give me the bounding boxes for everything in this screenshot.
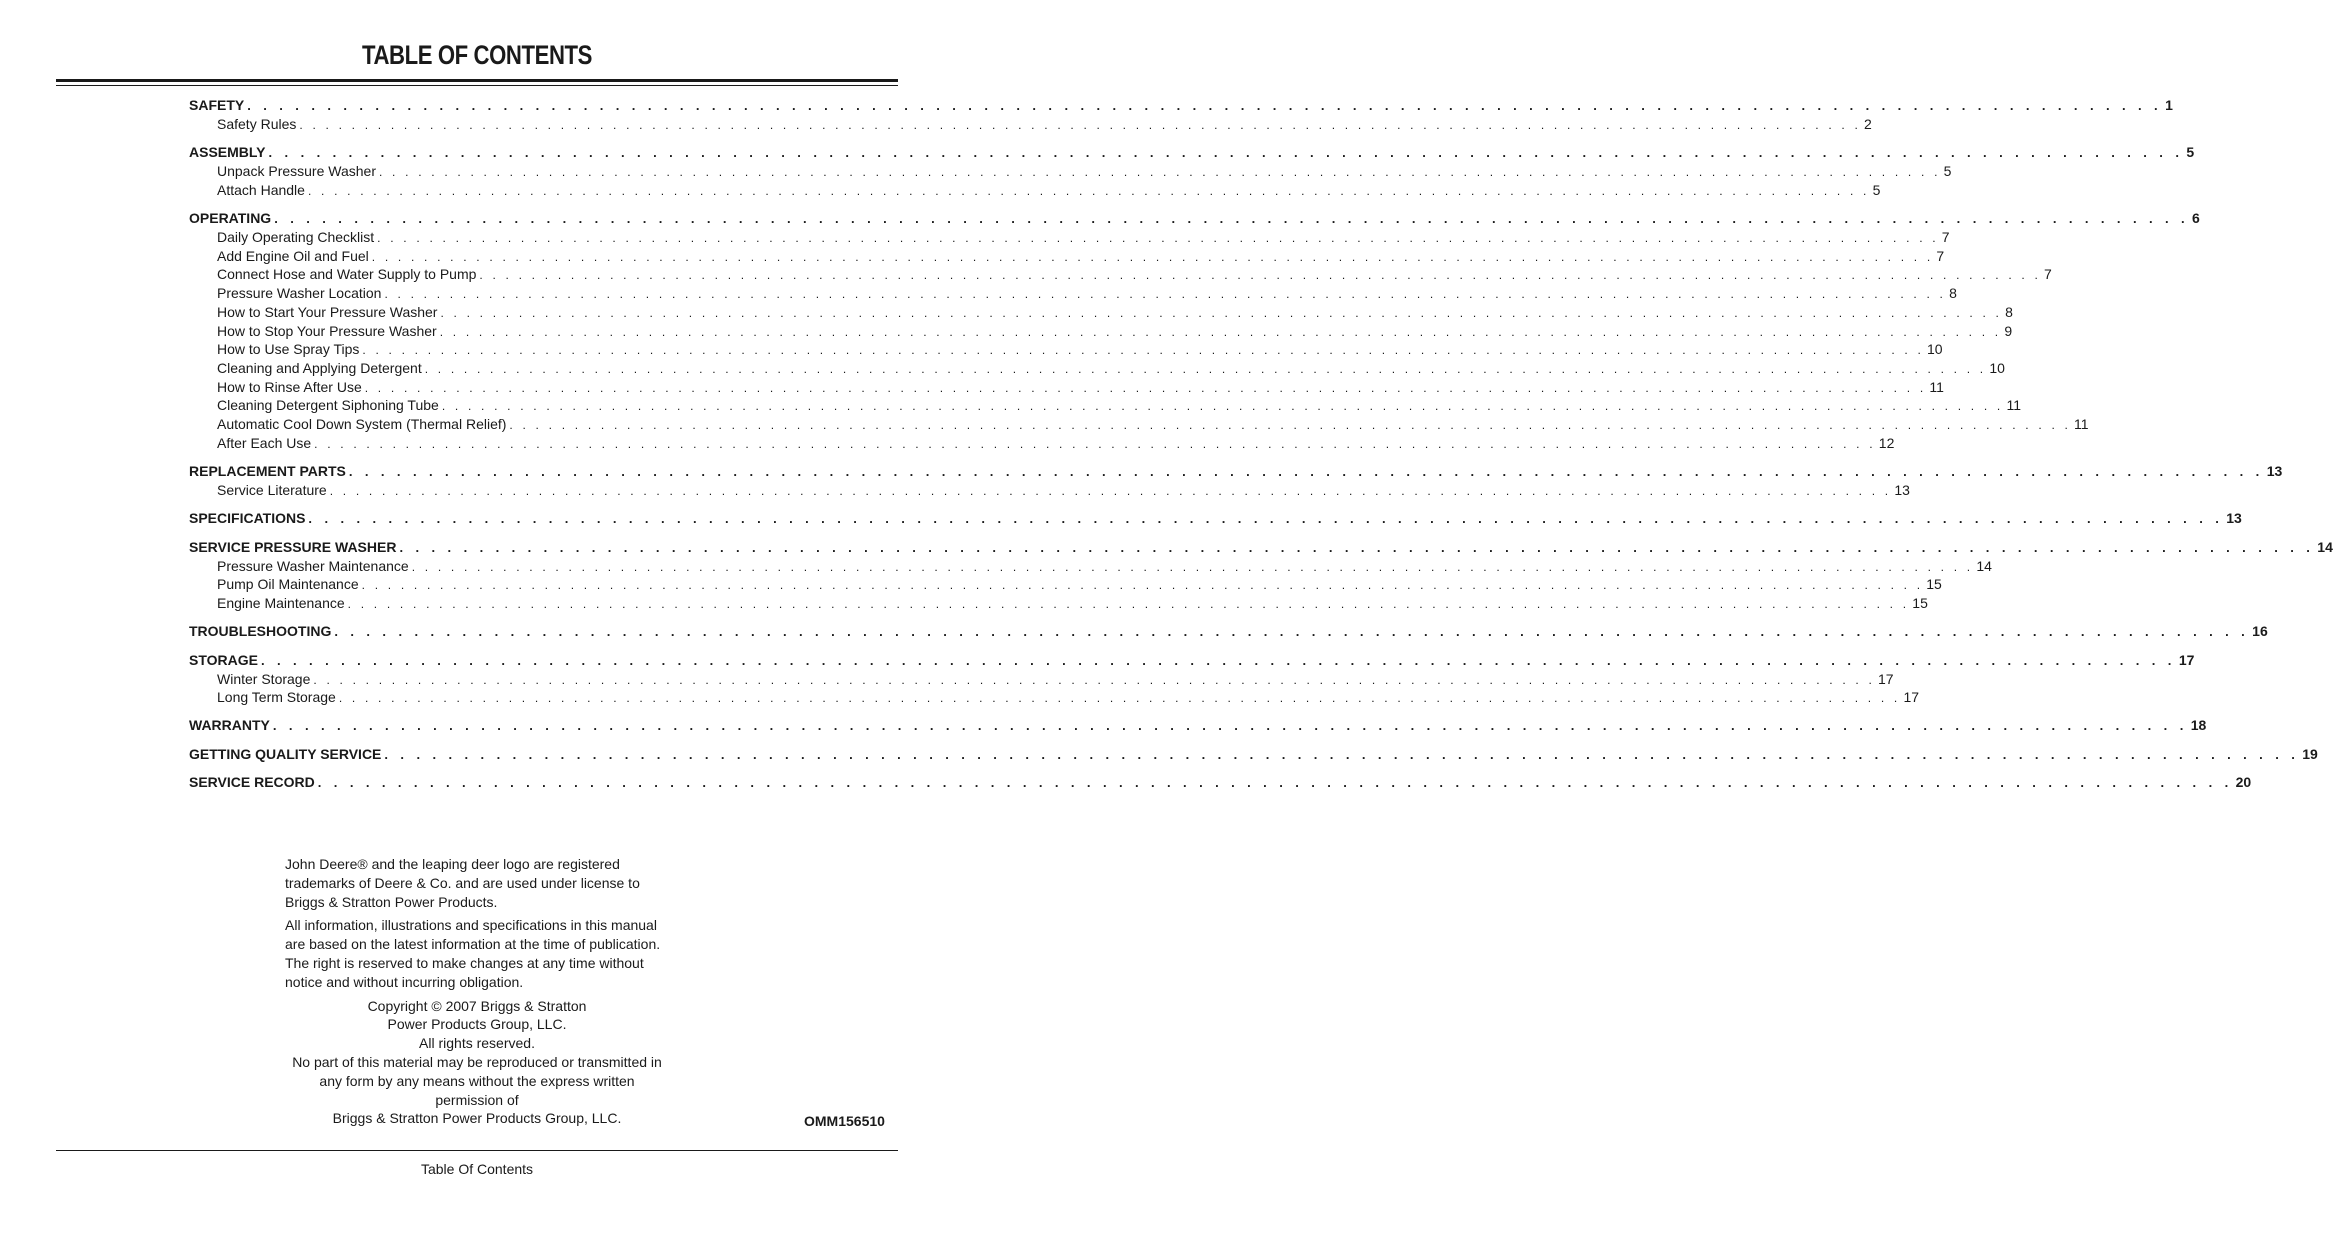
dot-leader: . . . . . . . . . . . . . . . . . . . . . . . . . . . . . . . . . . . . . . . . . . . . . . . . . . . . . . . . . . . . . . . . . . . . . . . . . . . . . . . . . . . . . . . . . . . . . . . . . . . . . . . . . . . . . . . . . . . . . . . . xyxy=(329,483,1892,498)
copyright-line: Briggs & Stratton Power Products Group, LLC. xyxy=(332,1110,622,1127)
toc-page-number: 18 xyxy=(2190,717,2207,734)
toc-sub-entry[interactable] xyxy=(189,359,2005,378)
toc-main-entry[interactable] xyxy=(189,509,2242,528)
dot-leader: . . . . . . . . . . . . . . . . . . . . . . . . . . . . . . . . . . . . . . . . . . . . . . . . . . . . . . . . . . . . . . . . . . . . . . . . . . . . . . . . . . . . . . . . . . . . . . . . . . . . . . . . . . . . . . . . . . . . . . . . xyxy=(338,691,1901,706)
copyright-line: All rights reserved. xyxy=(419,1035,535,1052)
page-title: TABLE OF CONTENTS xyxy=(361,40,592,70)
toc-sub-entry[interactable] xyxy=(189,396,2021,415)
toc-page-number: 20 xyxy=(2235,774,2252,791)
dot-leader: . . . . . . . . . . . . . . . . . . . . . . . . . . . . . . . . . . . . . . . . . . . . . . . . . . . . . . . . . . . . . . . . . . . . . . . . . . . . . . . . . . . . . . . . . . . . . . . . . . . . . . . . . . . . . . . . . . . . . . . . xyxy=(334,624,2250,640)
toc-entry-label: WARRANTY xyxy=(189,717,270,734)
dot-leader: . . . . . . . . . . . . . . . . . . . . . . . . . . . . . . . . . . . . . . . . . . . . . . . . . . . . . . . . . . . . . . . . . . . . . . . . . . . . . . . . . . . . . . . . . . . . . . . . . . . . . . . . . . . . . . . . . . . . . . . . xyxy=(399,539,2315,555)
footer-rule xyxy=(56,1150,898,1151)
toc-page-number: 8 xyxy=(2005,303,2013,320)
toc-page-number: 11 xyxy=(1929,378,1944,395)
toc-sub-entry[interactable] xyxy=(189,340,1943,359)
dot-leader: . . . . . . . . . . . . . . . . . . . . . . . . . . . . . . . . . . . . . . . . . . . . . . . . . . . . . . . . . . . . . . . . . . . . . . . . . . . . . . . . . . . . . . . . . . . . . . . . . . . . . . . . . . . . . . . . . . . . . . . . xyxy=(364,380,1927,395)
toc-main-entry[interactable] xyxy=(189,143,2195,162)
toc-section xyxy=(189,462,2283,500)
information-notice: All information, illustrations and specifications in this manual are based on the latest information at the time of publication. The right is reserved to make changes at any time without notice and without incurring obligation. xyxy=(285,917,661,990)
toc-sub-entry[interactable] xyxy=(189,415,2089,434)
toc-entry-label: SPECIFICATIONS xyxy=(189,510,306,526)
toc-entry-label: SERVICE PRESSURE WASHER xyxy=(189,538,397,555)
toc-page-number: 16 xyxy=(2252,623,2268,640)
toc-sub-entry[interactable] xyxy=(189,284,1957,303)
toc-entry-label: Unpack Pressure Washer xyxy=(217,163,376,180)
toc-entry-label: How to Stop Your Pressure Washer xyxy=(217,322,437,339)
toc-main-entry[interactable] xyxy=(189,622,2268,641)
toc-entry-label: Long Term Storage xyxy=(217,689,336,706)
dot-leader: . . . . . . . . . . . . . . . . . . . . . . . . . . . . . . . . . . . . . . . . . . . . . . . . . . . . . . . . . . . . . . . . . . . . . . . . . . . . . . . . . . . . . . . . . . . . . . . . . . . . . . . . . . . . . . . . . . . . . . . . xyxy=(378,165,1941,180)
toc-sub-entry[interactable] xyxy=(189,181,1881,200)
toc-page-number: 14 xyxy=(1976,557,1992,574)
toc-entry-label: OPERATING xyxy=(189,210,272,227)
trademark-notice: John Deere® and the leaping deer logo are registered trademarks of Deere & Co. and are used under license to Briggs & Stratton Power Products. xyxy=(285,856,640,910)
toc-section xyxy=(189,651,2195,707)
toc-sub-entry[interactable] xyxy=(189,322,2013,341)
toc-sub-entry[interactable] xyxy=(189,434,1895,453)
toc-section xyxy=(189,509,2242,528)
toc-page-number: 11 xyxy=(2074,415,2089,432)
toc-entry-label: ASSEMBLY xyxy=(189,144,266,161)
toc-page-number: 11 xyxy=(2006,397,2021,414)
toc-sub-entry[interactable] xyxy=(189,688,1920,707)
toc-page-number: 1 xyxy=(2165,97,2173,113)
toc-main-entry[interactable] xyxy=(189,209,2200,228)
dot-leader: . . . . . . . . . . . . . . . . . . . . . . . . . . . . . . . . . . . . . . . . . . . . . . . . . . . . . . . . . . . . . . . . . . . . . . . . . . . . . . . . . . . . . . . . . . . . . . . . . . . . . . . . . . . . . . . . . . . . . . . . xyxy=(307,183,1870,198)
toc-entry-label: How to Use Spray Tips xyxy=(217,341,360,358)
toc-page-number: 7 xyxy=(2044,266,2052,283)
dot-leader: . . . . . . . . . . . . . . . . . . . . . . . . . . . . . . . . . . . . . . . . . . . . . . . . . . . . . . . . . . . . . . . . . . . . . . . . . . . . . . . . . . . . . . . . . . . . . . . . . . . . . . . . . . . . . . . . . . . . . . . . xyxy=(479,268,2042,283)
toc-main-entry[interactable] xyxy=(189,651,2195,670)
toc-main-entry[interactable] xyxy=(189,745,2318,764)
toc-section xyxy=(189,209,2200,452)
toc-page-number: 17 xyxy=(1903,689,1920,706)
toc-entry-label: REPLACEMENT PARTS xyxy=(189,462,346,479)
dot-leader: . . . . . . . . . . . . . . . . . . . . . . . . . . . . . . . . . . . . . . . . . . . . . . . . . . . . . . . . . . . . . . . . . . . . . . . . . . . . . . . . . . . . . . . . . . . . . . . . . . . . . . . . . . . . . . . . . . . . . . . . xyxy=(308,511,2224,526)
dot-leader: . . . . . . . . . . . . . . . . . . . . . . . . . . . . . . . . . . . . . . . . . . . . . . . . . . . . . . . . . . . . . . . . . . . . . . . . . . . . . . . . . . . . . . . . . . . . . . . . . . . . . . . . . . . . . . . . . . . . . . . . xyxy=(362,343,1925,358)
toc-page-number: 9 xyxy=(2004,322,2013,339)
toc-section xyxy=(189,716,2207,735)
toc-entry-label: Pressure Washer Maintenance xyxy=(217,557,409,574)
toc-page-number: 8 xyxy=(1949,285,1957,302)
toc-sub-entry[interactable] xyxy=(189,303,2013,322)
dot-leader: . . . . . . . . . . . . . . . . . . . . . . . . . . . . . . . . . . . . . . . . . . . . . . . . . . . . . . . . . . . . . . . . . . . . . . . . . . . . . . . . . . . . . . . . . . . . . . . . . . . . . . . . . . . . . . . . . . . . . . . . xyxy=(247,98,2163,113)
copyright-line: any form by any means without the express written xyxy=(319,1072,635,1089)
toc-sub-entry[interactable] xyxy=(189,228,1950,247)
dot-leader: . . . . . . . . . . . . . . . . . . . . . . . . . . . . . . . . . . . . . . . . . . . . . . . . . . . . . . . . . . . . . . . . . . . . . . . . . . . . . . . . . . . . . . . . . . . . . . . . . . . . . . . . . . . . . . . . . . . . . . . . xyxy=(384,287,1947,302)
toc-entry-label: After Each Use xyxy=(217,434,312,451)
toc-entry-label: Cleaning and Applying Detergent xyxy=(217,359,422,376)
title-rule-thick xyxy=(56,79,898,82)
dot-leader: . . . . . . . . . . . . . . . . . . . . . . . . . . . . . . . . . . . . . . . . . . . . . . . . . . . . . . . . . . . . . . . . . . . . . . . . . . . . . . . . . . . . . . . . . . . . . . . . . . . . . . . . . . . . . . . . . . . . . . . . xyxy=(314,436,1876,451)
toc-section xyxy=(189,538,2333,613)
toc-page-number: 10 xyxy=(1989,359,2005,376)
dot-leader: . . . . . . . . . . . . . . . . . . . . . . . . . . . . . . . . . . . . . . . . . . . . . . . . . . . . . . . . . . . . . . . . . . . . . . . . . . . . . . . . . . . . . . . . . . . . . . . . . . . . . . . . . . . . . . . . . . . . . . . . xyxy=(384,746,2300,762)
toc-page-number: 5 xyxy=(1872,181,1881,198)
dot-leader: . . . . . . . . . . . . . . . . . . . . . . . . . . . . . . . . . . . . . . . . . . . . . . . . . . . . . . . . . . . . . . . . . . . . . . . . . . . . . . . . . . . . . . . . . . . . . . . . . . . . . . . . . . . . . . . . . . . . . . . . xyxy=(272,718,2188,734)
toc-page-number: 6 xyxy=(2192,210,2200,227)
dot-leader: . . . . . . . . . . . . . . . . . . . . . . . . . . . . . . . . . . . . . . . . . . . . . . . . . . . . . . . . . . . . . . . . . . . . . . . . . . . . . . . . . . . . . . . . . . . . . . . . . . . . . . . . . . . . . . . . . . . . . . . . xyxy=(317,775,2233,791)
toc-entry-label: GETTING QUALITY SERVICE xyxy=(189,745,382,762)
toc-main-entry[interactable] xyxy=(189,462,2283,481)
toc-entry-label: Daily Operating Checklist xyxy=(217,229,375,246)
dot-leader: . . . . . . . . . . . . . . . . . . . . . . . . . . . . . . . . . . . . . . . . . . . . . . . . . . . . . . . . . . . . . . . . . . . . . . . . . . . . . . . . . . . . . . . . . . . . . . . . . . . . . . . . . . . . . . . . . . . . . . . . xyxy=(377,231,1939,246)
toc-page-number: 5 xyxy=(1943,163,1952,180)
dot-leader: . . . . . . . . . . . . . . . . . . . . . . . . . . . . . . . . . . . . . . . . . . . . . . . . . . . . . . . . . . . . . . . . . . . . . . . . . . . . . . . . . . . . . . . . . . . . . . . . . . . . . . . . . . . . . . . . . . . . . . . . xyxy=(361,578,1924,593)
toc-page-number: 14 xyxy=(2317,538,2333,555)
toc-page-number: 15 xyxy=(1926,576,1942,593)
dot-leader: . . . . . . . . . . . . . . . . . . . . . . . . . . . . . . . . . . . . . . . . . . . . . . . . . . . . . . . . . . . . . . . . . . . . . . . . . . . . . . . . . . . . . . . . . . . . . . . . . . . . . . . . . . . . . . . . . . . . . . . . xyxy=(260,652,2176,668)
toc-sub-entry[interactable] xyxy=(189,594,1928,613)
toc-sub-entry[interactable] xyxy=(189,557,1992,576)
toc-sub-entry[interactable] xyxy=(189,162,1952,181)
toc-entry-label: Service Literature xyxy=(217,481,327,498)
toc-entry-label: Pressure Washer Location xyxy=(217,285,382,302)
dot-leader: . . . . . . . . . . . . . . . . . . . . . . . . . . . . . . . . . . . . . . . . . . . . . . . . . . . . . . . . . . . . . . . . . . . . . . . . . . . . . . . . . . . . . . . . . . . . . . . . . . . . . . . . . . . . . . . . . . . . . . . . xyxy=(371,249,1934,264)
toc-section xyxy=(189,96,2173,134)
title-rule-thin xyxy=(56,85,898,86)
toc-sub-entry[interactable] xyxy=(189,378,1944,397)
toc-entry-label: SERVICE RECORD xyxy=(189,774,315,791)
dot-leader: . . . . . . . . . . . . . . . . . . . . . . . . . . . . . . . . . . . . . . . . . . . . . . . . . . . . . . . . . . . . . . . . . . . . . . . . . . . . . . . . . . . . . . . . . . . . . . . . . . . . . . . . . . . . . . . . . . . . . . . . xyxy=(313,672,1875,687)
toc-entry-label: Attach Handle xyxy=(217,181,305,198)
dot-leader: . . . . . . . . . . . . . . . . . . . . . . . . . . . . . . . . . . . . . . . . . . . . . . . . . . . . . . . . . . . . . . . . . . . . . . . . . . . . . . . . . . . . . . . . . . . . . . . . . . . . . . . . . . . . . . . . . . . . . . . . xyxy=(411,559,1974,574)
page-footer: Table Of Contents xyxy=(420,1161,534,1177)
toc-sub-entry[interactable] xyxy=(189,575,1942,594)
toc-entry-label: Automatic Cool Down System (Thermal Relief) xyxy=(217,415,507,432)
toc-sub-entry[interactable] xyxy=(189,115,1872,134)
toc-main-entry[interactable] xyxy=(189,96,2173,115)
toc-main-entry[interactable] xyxy=(189,716,2207,735)
toc-entry-label: TROUBLESHOOTING xyxy=(189,623,332,640)
dot-leader: . . . . . . . . . . . . . . . . . . . . . . . . . . . . . . . . . . . . . . . . . . . . . . . . . . . . . . . . . . . . . . . . . . . . . . . . . . . . . . . . . . . . . . . . . . . . . . . . . . . . . . . . . . . . . . . . . . . . . . . . xyxy=(439,324,2002,339)
toc-entry-label: Cleaning Detergent Siphoning Tube xyxy=(217,397,439,414)
toc-page-number: 13 xyxy=(2226,510,2242,526)
toc-page-number: 15 xyxy=(1912,594,1928,611)
dot-leader: . . . . . . . . . . . . . . . . . . . . . . . . . . . . . . . . . . . . . . . . . . . . . . . . . . . . . . . . . . . . . . . . . . . . . . . . . . . . . . . . . . . . . . . . . . . . . . . . . . . . . . . . . . . . . . . . . . . . . . . . xyxy=(509,417,2072,432)
toc-entry-label: Add Engine Oil and Fuel xyxy=(217,247,369,264)
toc-sub-entry[interactable] xyxy=(189,265,2052,284)
toc-page-number: 13 xyxy=(1894,481,1910,498)
dot-leader: . . . . . . . . . . . . . . . . . . . . . . . . . . . . . . . . . . . . . . . . . . . . . . . . . . . . . . . . . . . . . . . . . . . . . . . . . . . . . . . . . . . . . . . . . . . . . . . . . . . . . . . . . . . . . . . . . . . . . . . . xyxy=(440,305,2003,320)
dot-leader: . . . . . . . . . . . . . . . . . . . . . . . . . . . . . . . . . . . . . . . . . . . . . . . . . . . . . . . . . . . . . . . . . . . . . . . . . . . . . . . . . . . . . . . . . . . . . . . . . . . . . . . . . . . . . . . . . . . . . . . . xyxy=(268,145,2184,161)
dot-leader: . . . . . . . . . . . . . . . . . . . . . . . . . . . . . . . . . . . . . . . . . . . . . . . . . . . . . . . . . . . . . . . . . . . . . . . . . . . . . . . . . . . . . . . . . . . . . . . . . . . . . . . . . . . . . . . . . . . . . . . . xyxy=(424,361,1987,376)
copyright-line: Power Products Group, LLC. xyxy=(387,1016,567,1033)
toc-section xyxy=(189,143,2195,199)
toc-entry-label: Safety Rules xyxy=(217,116,297,132)
toc-section xyxy=(189,745,2318,764)
dot-leader: . . . . . . . . . . . . . . . . . . . . . . . . . . . . . . . . . . . . . . . . . . . . . . . . . . . . . . . . . . . . . . . . . . . . . . . . . . . . . . . . . . . . . . . . . . . . . . . . . . . . . . . . . . . . . . . . . . . . . . . . xyxy=(347,596,1910,611)
toc-page-number: 5 xyxy=(2186,144,2195,161)
toc-page-number: 7 xyxy=(1936,247,1945,264)
copyright-line: permission of xyxy=(435,1091,519,1108)
toc-sub-entry[interactable] xyxy=(189,247,1945,266)
toc-page-number: 2 xyxy=(1864,116,1872,132)
toc-main-entry[interactable] xyxy=(189,773,2252,792)
toc-entry-label: Engine Maintenance xyxy=(217,594,345,611)
toc-page-number: 7 xyxy=(1941,229,1950,246)
toc-page-number: 10 xyxy=(1927,341,1943,358)
legal-notice xyxy=(285,855,669,1128)
dot-leader: . . . . . . . . . . . . . . . . . . . . . . . . . . . . . . . . . . . . . . . . . . . . . . . . . . . . . . . . . . . . . . . . . . . . . . . . . . . . . . . . . . . . . . . . . . . . . . . . . . . . . . . . . . . . . . . . . . . . . . . . xyxy=(348,463,2264,479)
toc-entry-label: Pump Oil Maintenance xyxy=(217,576,359,593)
toc-entry-label: How to Start Your Pressure Washer xyxy=(217,303,438,320)
toc-sub-entry[interactable] xyxy=(189,481,1910,500)
toc-section xyxy=(189,622,2268,641)
dot-leader: . . . . . . . . . . . . . . . . . . . . . . . . . . . . . . . . . . . . . . . . . . . . . . . . . . . . . . . . . . . . . . . . . . . . . . . . . . . . . . . . . . . . . . . . . . . . . . . . . . . . . . . . . . . . . . . . . . . . . . . . xyxy=(299,118,1861,132)
dot-leader: . . . . . . . . . . . . . . . . . . . . . . . . . . . . . . . . . . . . . . . . . . . . . . . . . . . . . . . . . . . . . . . . . . . . . . . . . . . . . . . . . . . . . . . . . . . . . . . . . . . . . . . . . . . . . . . . . . . . . . . . xyxy=(441,399,2004,414)
document-code: OMM156510 xyxy=(804,1113,885,1129)
copyright-line: No part of this material may be reproduced or transmitted in xyxy=(292,1053,662,1070)
toc-page-number: 19 xyxy=(2302,745,2318,762)
table-of-contents xyxy=(189,96,2333,802)
toc-entry-label: SAFETY xyxy=(189,97,245,113)
toc-entry-label: Connect Hose and Water Supply to Pump xyxy=(217,266,477,283)
copyright-notice xyxy=(285,997,669,1129)
copyright-line: Copyright © 2007 Briggs & Stratton xyxy=(367,997,587,1014)
toc-section xyxy=(189,773,2252,792)
toc-page-number: 17 xyxy=(1878,670,1894,687)
toc-page-number: 12 xyxy=(1878,434,1895,451)
toc-sub-entry[interactable] xyxy=(189,670,1894,689)
toc-page-number: 13 xyxy=(2266,462,2283,479)
dot-leader: . . . . . . . . . . . . . . . . . . . . . . . . . . . . . . . . . . . . . . . . . . . . . . . . . . . . . . . . . . . . . . . . . . . . . . . . . . . . . . . . . . . . . . . . . . . . . . . . . . . . . . . . . . . . . . . . . . . . . . . . xyxy=(274,211,2190,227)
toc-entry-label: How to Rinse After Use xyxy=(217,378,362,395)
toc-page-number: 17 xyxy=(2178,651,2195,668)
toc-main-entry[interactable] xyxy=(189,538,2333,557)
toc-entry-label: STORAGE xyxy=(189,651,258,668)
toc-entry-label: Winter Storage xyxy=(217,670,311,687)
